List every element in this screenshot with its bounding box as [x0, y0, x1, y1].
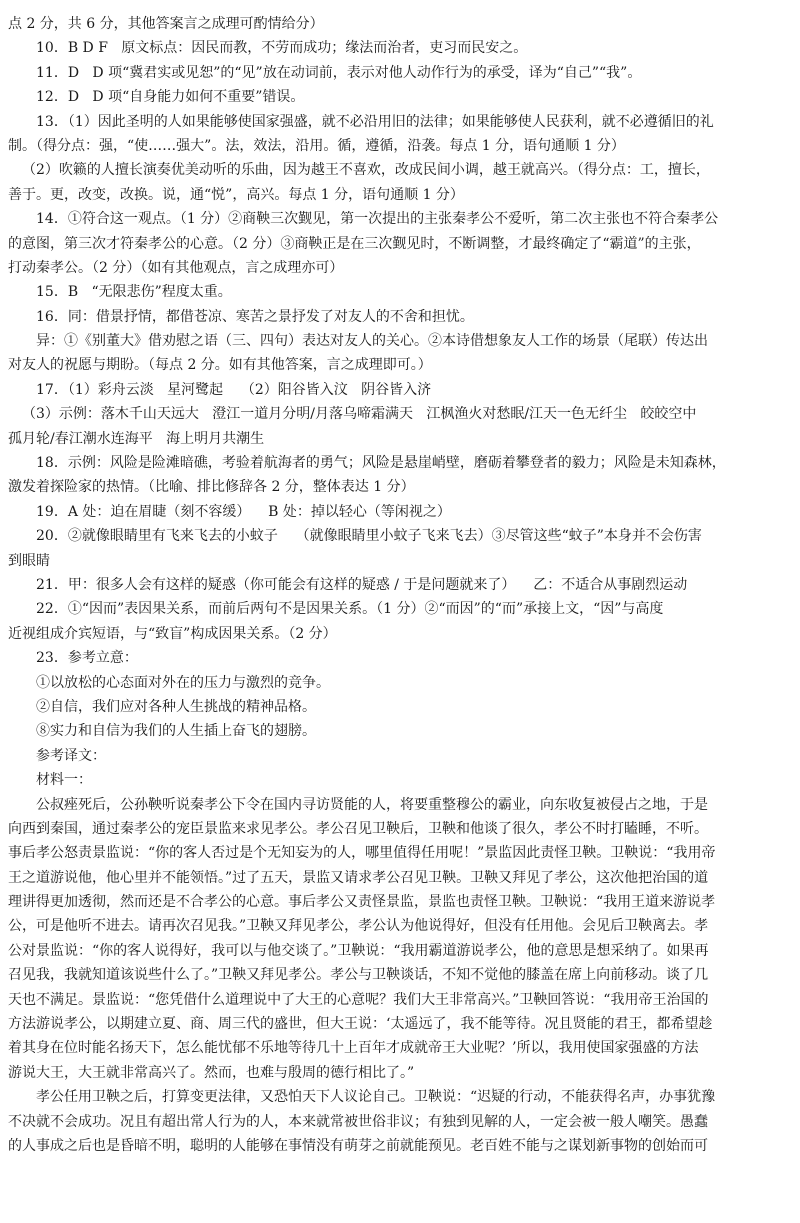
text-line: ②自信，我们应对各种人生挑战的精神品格。 [36, 698, 316, 715]
text-line: 的意图，第三次才符秦孝公的心意。（2 分）③商鞅正是在三次觐见时，不断调整，才最终确定了“霸道”的主张， [8, 235, 701, 252]
text-line: 18．示例：风险是险滩暗礁，考验着航海者的勇气；风险是悬崖峭壁，磨砺着攀登者的毅力；风险是未知森林， [36, 455, 726, 472]
text-line: （2）吹籁的人擅长演奏优美动听的乐曲，因为越王不喜欢，改成民间小调，越王就高兴。（得分点：工，擅长， [22, 162, 710, 179]
text-line: 理讲得更加透彻，然而还是不合孝公的心意。事后孝公又责怪景监，景监也责怪卫鞅。卫鞅说：“我用王道来游说孝 [8, 894, 716, 911]
text-line: 20．②就像眼睛里有飞来飞去的小蚊子 （就像眼睛里小蚊子飞来飞去）③尽管这些“蚊子”本身并不会伤害 [36, 528, 702, 545]
text-line: 天也不满足。景监说：“您凭借什么道理说中了大王的心意呢？我们大王非常高兴。”卫鞅回答说：“我用帝王治国的 [8, 991, 709, 1008]
text-line: 点 2 分，共 6 分，其他答案言之成理可酌情给分） [8, 16, 324, 32]
text-line: 公，可是他听不进去。请再次召见我。”卫鞅又拜见孝公，孝公认为他说得好，但没有任用他。会见后卫鞅离去。孝 [8, 918, 709, 935]
text-line: 12．D D 项“自身能力如何不重要”错误。 [36, 89, 305, 106]
text-line: 11．D D 项“冀君实或见恕”的“见”放在动词前，表示对他人动作行为的承受，译为“自己”“我”。 [36, 64, 642, 81]
text-line: 公对景监说：“你的客人说得好，我可以与他交谈了。”卫鞅说：“我用霸道游说孝公，他的意思是想采纳了。如果再 [8, 942, 709, 959]
text-line: 的人事成之后也是昏暗不明，聪明的人能够在事情没有萌芽之前就能预见。老百姓不能与之谋划新事物的创始而可 [8, 1137, 708, 1154]
text-line: 材料一： [36, 772, 92, 789]
text-line: 打动秦孝公。（2 分）（如有其他观点，言之成理亦可） [8, 259, 344, 276]
text-line: 着其身在位时能名扬天下，怎么能忧郁不乐地等待几十上百年才成就帝王大业呢？’所以，我用使国家强盛的方法 [8, 1040, 699, 1057]
text-line: 孝公任用卫鞅之后，打算变更法律，又恐怕天下人议论自己。卫鞅说：“迟疑的行动，不能获得名声，办事犹豫 [36, 1089, 716, 1106]
text-line: 对友人的祝愿与期盼。（每点 2 分。如有其他答案，言之成理即可。） [8, 357, 432, 374]
text-line: 公叔痤死后，公孙鞅听说秦孝公下令在国内寻访贤能的人，将要重整穆公的霸业，向东收复被侵占之地，于是 [36, 796, 708, 813]
text-line: 近视组成介宾短语，与“致盲”构成因果关系。（2 分） [8, 625, 337, 642]
text-line: 不决就不会成功。况且有超出常人行为的人，本来就常被世俗非议；有独到见解的人，一定会被一般人嘲笑。愚蠢 [8, 1113, 708, 1130]
text-line: 23．参考立意： [36, 650, 138, 667]
text-line: 17．（1）彩舟云淡 星河鹭起 （2）阳谷皆入汶 阴谷皆入济 [36, 381, 432, 398]
text-line: 制。（得分点：强，“使……强大”。法，效法，沿用。循，遵循，沿袭。每点 1 分，语句通顺 1 分） [8, 137, 625, 154]
text-line: 游说大王，大王就非常高兴了。然而，也难与殷周的德行相比了。” [8, 1064, 415, 1081]
text-line: 21．甲：很多人会有这样的疑惑（你可能会有这样的疑惑 / 于是问题就来了） 乙：不适合从事剧烈运动 [36, 576, 688, 593]
text-line: 王之道游说他，他心里并不能领悟。”过了五天，景监又请求孝公召见卫鞅。卫鞅又拜见了孝公，这次他把治国的道 [8, 869, 709, 886]
text-line: 到眼睛 [8, 552, 50, 569]
text-line: ⑧实力和自信为我们的人生插上奋飞的翅膀。 [36, 723, 316, 740]
text-line: 孤月轮/春江潮水连海平 海上明月共潮生 [8, 430, 265, 447]
text-line: 召见我，我就知道该说些什么了。”卫鞅又拜见孝公。孝公与卫鞅谈话，不知不觉他的膝盖在席上向前移动。谈了几 [8, 967, 709, 984]
text-line: 激发着探险家的热情。（比喻、排比修辞各 2 分，整体表达 1 分） [8, 479, 415, 496]
text-line: 19．A 处：迫在眉睫（刻不容缓） B 处：掉以轻心（等闲视之） [36, 503, 451, 520]
text-line: 13．（1）因此圣明的人如果能够使国家强盛，就不必沿用旧的法律；如果能够使人民获利，就不必遵循旧的礼 [36, 113, 714, 130]
text-line: 异：①《别董大》借劝慰之语（三、四句）表达对友人的关心。②本诗借想象友人工作的场景（尾联）传达出 [36, 333, 708, 350]
text-line: 事后孝公怒责景监说：“你的客人否过是个无知妄为的人，哪里值得任用呢！”景监因此责怪卫鞅。卫鞅说：“我用帝 [8, 845, 716, 862]
text-line: 参考译文： [36, 747, 106, 764]
text-line: 14．①符合这一观点。（1 分）②商鞅三次觐见，第一次提出的主张秦孝公不爱听，第二次主张也不符合秦孝公 [36, 211, 719, 228]
text-line: 方法游说孝公，以期建立夏、商、周三代的盛世，但大王说：‘太遥远了，我不能等待。况且贤能的君王，都希望趁 [8, 1016, 713, 1033]
text-line: 善于。更，改变，改换。说，通“悦”，高兴。每点 1 分，语句通顺 1 分） [8, 186, 464, 203]
text-line: 10．B D F 原文标点：因民而教，不劳而成功；缘法而治者，吏习而民安之。 [36, 40, 528, 57]
text-line: ①以放松的心态面对外在的压力与激烈的竞争。 [36, 674, 330, 691]
text-line: （3）示例：落木千山天远大 澄江一道月分明/月落乌啼霜满天 江枫渔火对愁眠/江天一色无纤尘 皎皎空中 [22, 406, 697, 423]
text-line: 16．同：借景抒情，都借苍凉、寒苦之景抒发了对友人的不舍和担忧。 [36, 308, 474, 325]
text-line: 22．①“因而”表因果关系，而前后两句不是因果关系。（1 分）②“而因”的“而”承接上文，“因”与高度 [36, 601, 664, 618]
text-line: 向西到秦国，通过秦孝公的宠臣景监来求见孝公。孝公召见卫鞅后，卫鞅和他谈了很久，孝公不时打瞌睡，不听。 [8, 820, 708, 837]
text-line: 15．B “无限悲伤”程度太重。 [36, 284, 232, 301]
